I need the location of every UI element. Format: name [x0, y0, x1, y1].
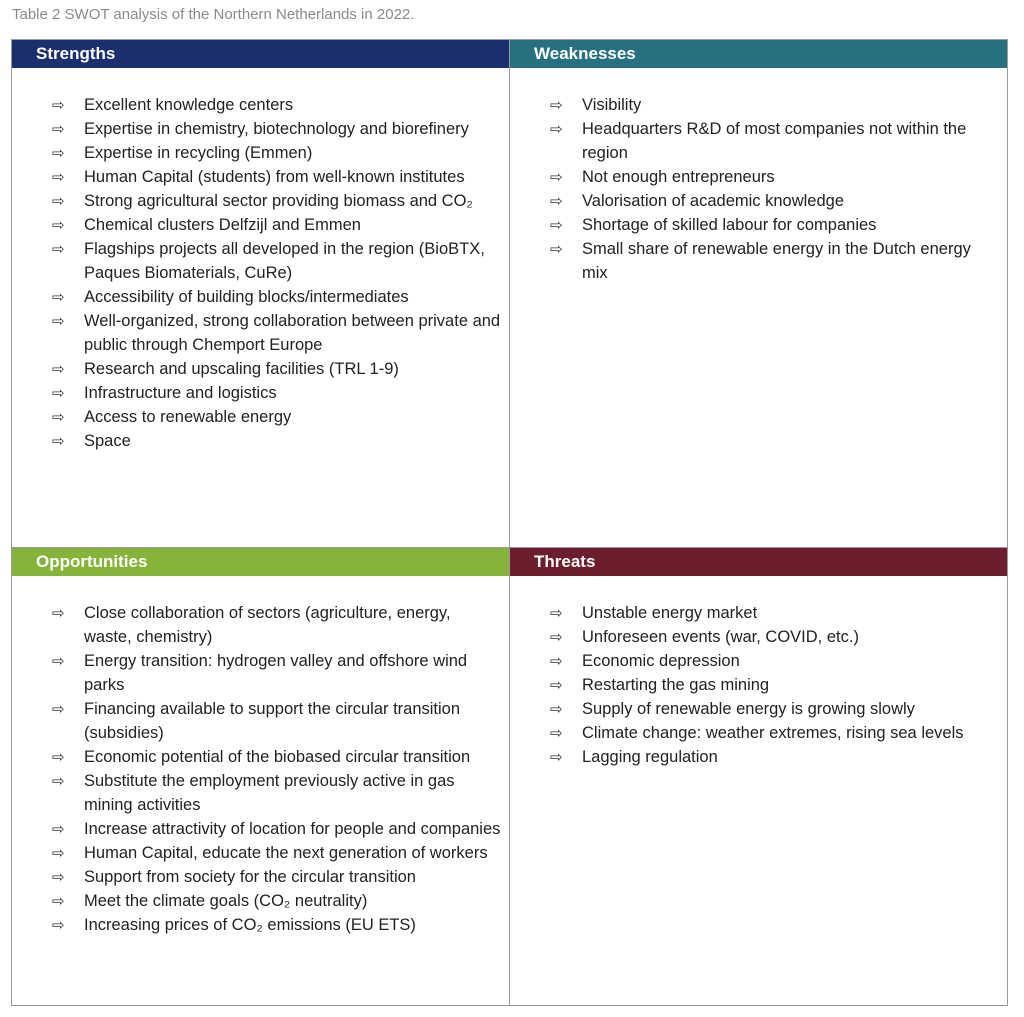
list-item — [510, 601, 1007, 625]
right-arrow-outline-icon: ⇨ — [52, 288, 65, 306]
right-arrow-outline-icon: ⇨ — [550, 120, 563, 138]
right-arrow-outline-icon: ⇨ — [550, 724, 563, 742]
strengths-header: Strengths — [12, 40, 509, 68]
list-item-text: Support from society for the circular transition — [84, 868, 416, 886]
opportunities-header: Opportunities — [12, 548, 509, 576]
list-item — [12, 745, 509, 769]
right-arrow-outline-icon: ⇨ — [52, 820, 65, 838]
right-arrow-outline-icon: ⇨ — [52, 120, 65, 138]
right-arrow-outline-icon: ⇨ — [52, 216, 65, 234]
list-item-text: Restarting the gas mining — [582, 676, 770, 694]
list-item-text: Increasing prices of CO₂ emissions (EU ETS) — [84, 916, 416, 934]
list-item-text: Energy transition: hydrogen valley and offshore wind parks — [84, 652, 468, 694]
list-item-text: Climate change: weather extremes, rising sea levels — [582, 724, 964, 742]
list-item — [510, 93, 1007, 117]
list-item — [12, 189, 509, 213]
list-item — [12, 697, 509, 745]
right-arrow-outline-icon: ⇨ — [52, 168, 65, 186]
list-item-text: Space — [84, 432, 131, 450]
list-item-text: Headquarters R&D of most companies not within the region — [582, 120, 967, 162]
opportunities-list — [12, 576, 509, 937]
right-arrow-outline-icon: ⇨ — [550, 628, 563, 646]
right-arrow-outline-icon: ⇨ — [550, 676, 563, 694]
list-item — [12, 429, 509, 453]
list-item — [510, 189, 1007, 213]
right-arrow-outline-icon: ⇨ — [550, 652, 563, 670]
swot-table — [11, 39, 1008, 1006]
list-item — [12, 405, 509, 429]
list-item-text: Unforeseen events (war, COVID, etc.) — [582, 628, 859, 646]
list-item — [510, 213, 1007, 237]
right-arrow-outline-icon: ⇨ — [52, 144, 65, 162]
right-arrow-outline-icon: ⇨ — [52, 408, 65, 426]
list-item — [510, 649, 1007, 673]
list-item-text: Excellent knowledge centers — [84, 96, 294, 114]
list-item — [12, 649, 509, 697]
list-item — [510, 673, 1007, 697]
list-item-text: Not enough entrepreneurs — [582, 168, 775, 186]
list-item — [12, 817, 509, 841]
list-item-text: Substitute the employment previously active in gas mining activities — [84, 772, 455, 814]
list-item — [12, 213, 509, 237]
right-arrow-outline-icon: ⇨ — [52, 748, 65, 766]
list-item — [510, 745, 1007, 769]
list-item — [510, 237, 1007, 285]
list-item-text: Economic potential of the biobased circular transition — [84, 748, 471, 766]
strengths-list — [12, 68, 509, 453]
list-item-text: Lagging regulation — [582, 748, 718, 766]
list-item-text: Research and upscaling facilities (TRL 1-9) — [84, 360, 399, 378]
list-item-text: Close collaboration of sectors (agriculture, energy, waste, chemistry) — [84, 604, 451, 646]
list-item-text: Expertise in chemistry, biotechnology and biorefinery — [84, 120, 469, 138]
weaknesses-list — [510, 68, 1007, 285]
right-arrow-outline-icon: ⇨ — [52, 844, 65, 862]
list-item-text: Financing available to support the circular transition (subsidies) — [84, 700, 461, 742]
list-item-text: Well-organized, strong collaboration between private and public through Chemport Europe — [84, 312, 501, 354]
threats-header: Threats — [510, 548, 1007, 576]
right-arrow-outline-icon: ⇨ — [550, 604, 563, 622]
weaknesses-header: Weaknesses — [510, 40, 1007, 68]
right-arrow-outline-icon: ⇨ — [52, 700, 65, 718]
strengths-cell — [12, 40, 510, 548]
right-arrow-outline-icon: ⇨ — [550, 216, 563, 234]
opportunities-cell — [12, 548, 510, 1005]
right-arrow-outline-icon: ⇨ — [52, 240, 65, 258]
list-item-text: Meet the climate goals (CO₂ neutrality) — [84, 892, 368, 910]
right-arrow-outline-icon: ⇨ — [550, 240, 563, 258]
list-item-text: Access to renewable energy — [84, 408, 292, 426]
right-arrow-outline-icon: ⇨ — [52, 312, 65, 330]
right-arrow-outline-icon: ⇨ — [52, 652, 65, 670]
list-item — [12, 841, 509, 865]
list-item — [12, 601, 509, 649]
list-item — [510, 165, 1007, 189]
right-arrow-outline-icon: ⇨ — [52, 916, 65, 934]
right-arrow-outline-icon: ⇨ — [52, 432, 65, 450]
list-item-text: Human Capital (students) from well-known institutes — [84, 168, 465, 186]
list-item-text: Chemical clusters Delfzijl and Emmen — [84, 216, 361, 234]
list-item — [12, 117, 509, 141]
list-item-text: Unstable energy market — [582, 604, 758, 622]
list-item — [510, 625, 1007, 649]
right-arrow-outline-icon: ⇨ — [52, 192, 65, 210]
list-item-text: Supply of renewable energy is growing slowly — [582, 700, 915, 718]
list-item — [12, 285, 509, 309]
list-item-text: Economic depression — [582, 652, 740, 670]
threats-cell — [510, 548, 1007, 1005]
right-arrow-outline-icon: ⇨ — [52, 96, 65, 114]
right-arrow-outline-icon: ⇨ — [52, 384, 65, 402]
list-item — [12, 913, 509, 937]
right-arrow-outline-icon: ⇨ — [550, 192, 563, 210]
list-item-text: Strong agricultural sector providing biomass and CO₂ — [84, 192, 473, 210]
list-item-text: Shortage of skilled labour for companies — [582, 216, 877, 234]
list-item-text: Accessibility of building blocks/intermediates — [84, 288, 409, 306]
list-item — [12, 237, 509, 285]
list-item-text: Increase attractivity of location for people and companies — [84, 820, 501, 838]
list-item — [12, 141, 509, 165]
list-item — [12, 889, 509, 913]
right-arrow-outline-icon: ⇨ — [550, 168, 563, 186]
list-item-text: Infrastructure and logistics — [84, 384, 277, 402]
right-arrow-outline-icon: ⇨ — [52, 892, 65, 910]
list-item — [12, 309, 509, 357]
list-item-text: Visibility — [582, 96, 642, 114]
right-arrow-outline-icon: ⇨ — [52, 360, 65, 378]
right-arrow-outline-icon: ⇨ — [52, 772, 65, 790]
list-item — [12, 357, 509, 381]
list-item-text: Small share of renewable energy in the Dutch energy mix — [582, 240, 971, 282]
weaknesses-cell — [510, 40, 1007, 548]
table-caption: Table 2 SWOT analysis of the Northern Netherlands in 2022. — [12, 6, 415, 23]
right-arrow-outline-icon: ⇨ — [52, 868, 65, 886]
right-arrow-outline-icon: ⇨ — [550, 96, 563, 114]
list-item — [510, 697, 1007, 721]
list-item — [12, 93, 509, 117]
list-item-text: Human Capital, educate the next generation of workers — [84, 844, 488, 862]
list-item-text: Valorisation of academic knowledge — [582, 192, 845, 210]
threats-list — [510, 576, 1007, 769]
list-item-text: Expertise in recycling (Emmen) — [84, 144, 313, 162]
list-item — [510, 721, 1007, 745]
list-item — [12, 865, 509, 889]
list-item-text: Flagships projects all developed in the region (BioBTX, Paques Biomaterials, CuRe) — [84, 240, 485, 282]
list-item — [510, 117, 1007, 165]
list-item — [12, 769, 509, 817]
list-item — [12, 381, 509, 405]
right-arrow-outline-icon: ⇨ — [52, 604, 65, 622]
right-arrow-outline-icon: ⇨ — [550, 748, 563, 766]
right-arrow-outline-icon: ⇨ — [550, 700, 563, 718]
list-item — [12, 165, 509, 189]
